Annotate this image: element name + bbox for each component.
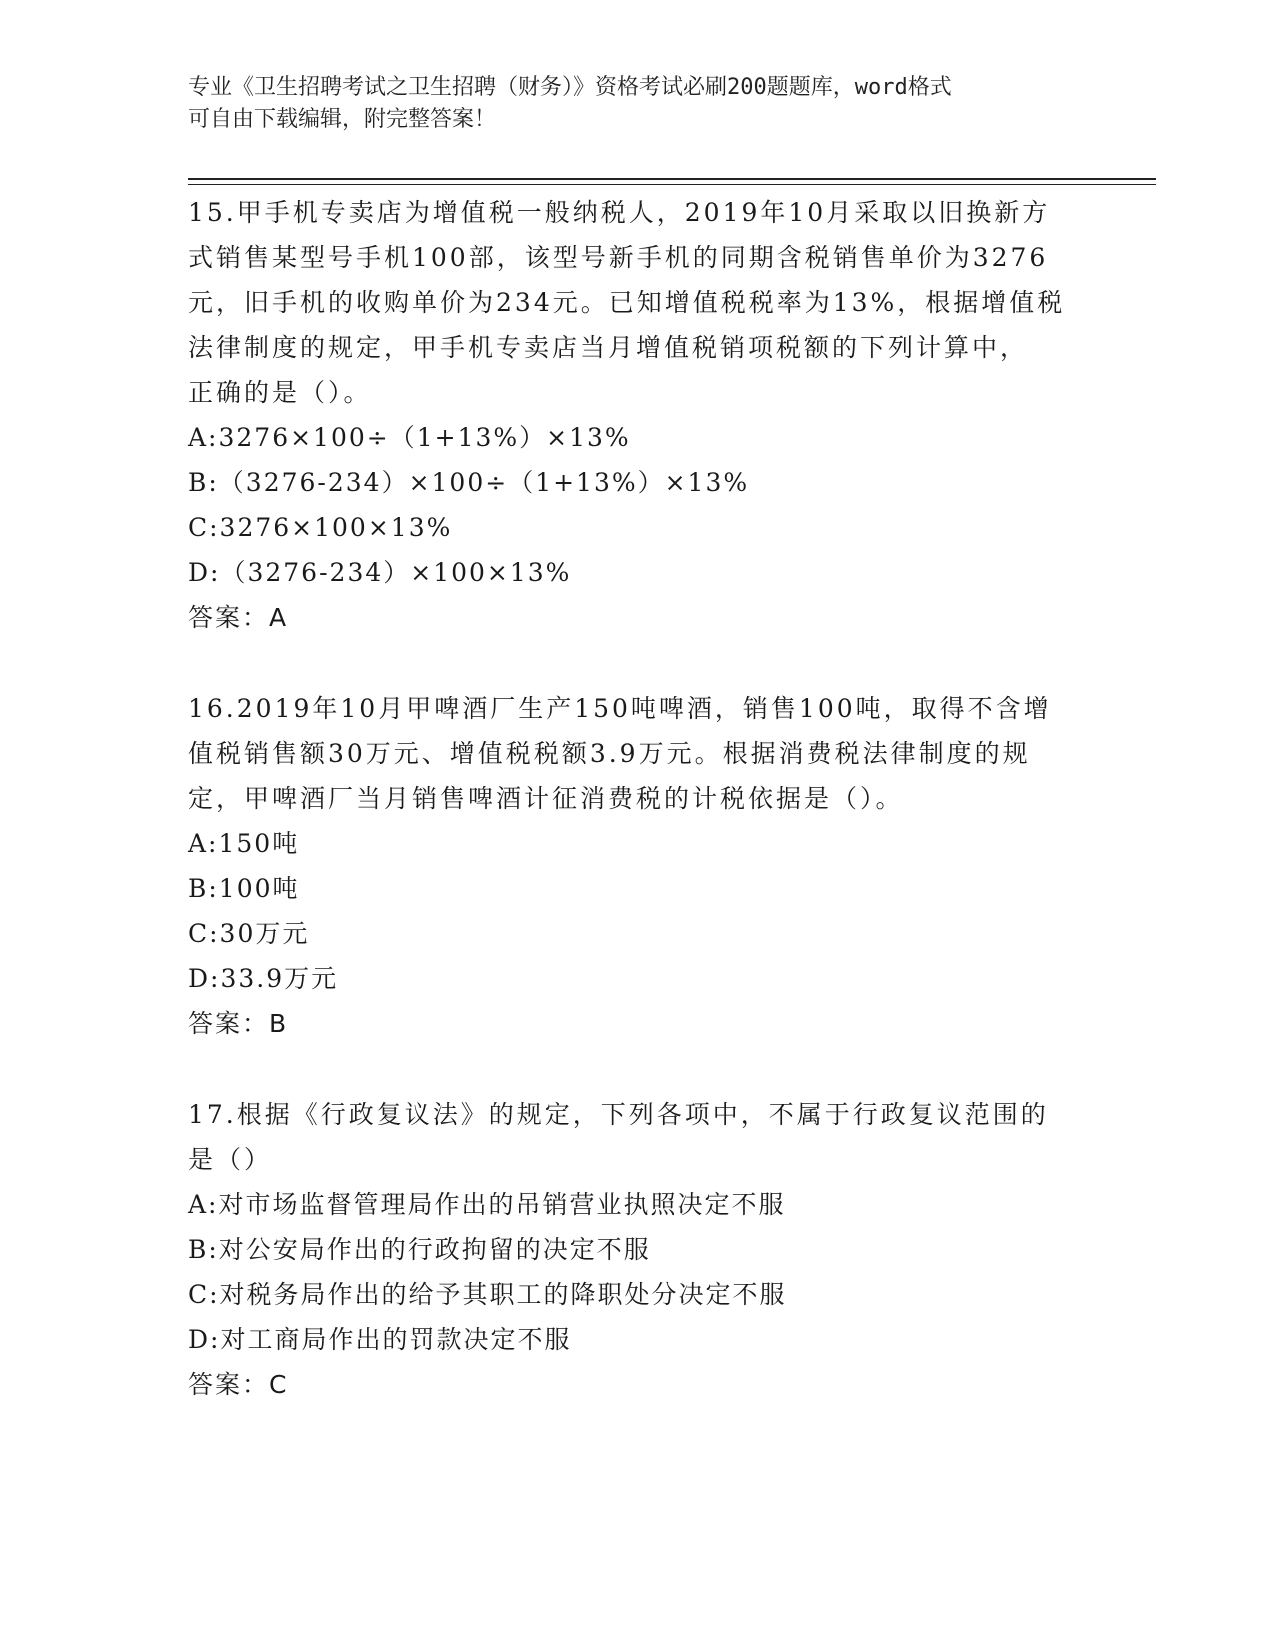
option-c: C:30万元 bbox=[188, 919, 310, 948]
answer-label: 答案：A bbox=[188, 603, 289, 632]
header-divider-thin bbox=[188, 184, 1156, 185]
document-header bbox=[188, 72, 1068, 136]
header-line-1: 专业《卫生招聘考试之卫生招聘（财务）》资格考试必刷200题题库，word格式 bbox=[188, 75, 952, 100]
header-line-2: 可自由下载编辑，附完整答案！ bbox=[188, 107, 497, 132]
question-stem: 17.根据《行政复议法》的规定，下列各项中，不属于行政复议范围的 是（） bbox=[188, 1100, 1049, 1174]
option-c: C:对税务局作出的给予其职工的降职处分决定不服 bbox=[188, 1280, 787, 1309]
option-b: B:100吨 bbox=[188, 874, 300, 903]
option-b: B:对公安局作出的行政拘留的决定不服 bbox=[188, 1235, 651, 1264]
question-list bbox=[188, 190, 1088, 1453]
option-d: D:（3276-234）×100×13% bbox=[188, 558, 572, 587]
question-17 bbox=[188, 1092, 1088, 1408]
question-stem: 15.甲手机专卖店为增值税一般纳税人，2019年10月采取以旧换新方 式销售某型号手机100部，该型号新手机的同期含税销售单价为3276 元，旧手机的收购单价为234元。已知增值税税率为13%，根据增值税 法律制度的规定，甲手机专卖店当月增值税销项税额的下列计算中， 正确的是（）。 bbox=[188, 198, 1066, 407]
option-d: D:33.9万元 bbox=[188, 964, 339, 993]
option-a: A:150吨 bbox=[188, 829, 300, 858]
question-stem: 16.2019年10月甲啤酒厂生产150吨啤酒，销售100吨，取得不含增 值税销售额30万元、增值税税额3.9万元。根据消费税法律制度的规 定，甲啤酒厂当月销售啤酒计征消费税的计税依据是（）。 bbox=[188, 694, 1052, 813]
option-c: C:3276×100×13% bbox=[188, 513, 453, 542]
answer-label: 答案：C bbox=[188, 1370, 289, 1399]
answer-label: 答案：B bbox=[188, 1009, 289, 1038]
option-b: B:（3276-234）×100÷（1+13%）×13% bbox=[188, 468, 750, 497]
question-15 bbox=[188, 190, 1088, 641]
question-16 bbox=[188, 686, 1088, 1047]
option-d: D:对工商局作出的罚款决定不服 bbox=[188, 1325, 572, 1354]
option-a: A:对市场监督管理局作出的吊销营业执照决定不服 bbox=[188, 1190, 786, 1219]
header-divider-thick bbox=[188, 178, 1156, 180]
option-a: A:3276×100÷（1+13%）×13% bbox=[188, 423, 631, 452]
